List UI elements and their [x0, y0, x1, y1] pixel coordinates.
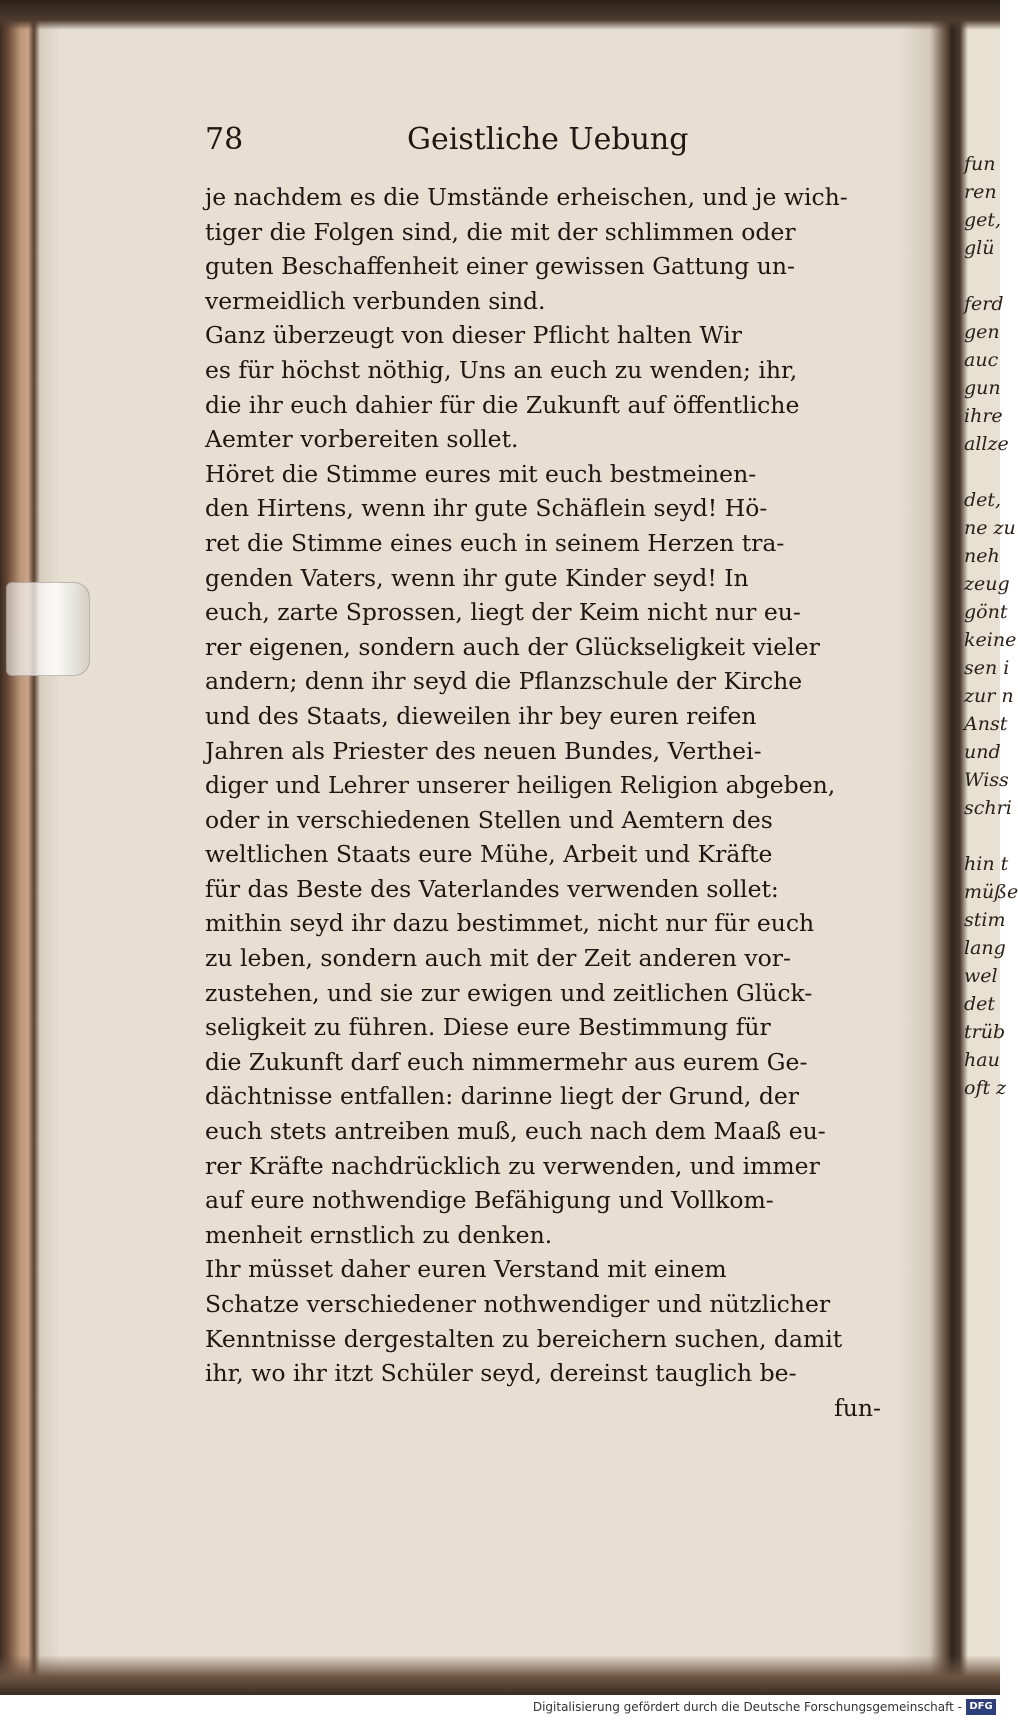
text-line: weltlichen Staats eure Mühe, Arbeit und Kräfte — [205, 840, 773, 869]
text-line: tiger die Folgen sind, die mit der schlimmen oder — [205, 217, 796, 246]
facing-page-edge — [964, 150, 1018, 1102]
facing-page-fragment: get, — [964, 209, 1002, 231]
page-78 — [205, 120, 881, 1425]
facing-page-fragment: ihre — [964, 405, 1003, 427]
footer-bar — [0, 1695, 1000, 1723]
text-line: euch, zarte Sprossen, liegt der Keim nicht nur eu- — [205, 598, 801, 627]
facing-page-fragment: Anst — [964, 713, 1008, 735]
facing-page-fragment: fun — [964, 153, 996, 175]
text-line: je nachdem es die Umstände erheischen, und je wich- — [205, 183, 848, 211]
text-line: Aemter vorbereiten sollet. — [205, 425, 519, 454]
running-head: Geistliche Uebung — [407, 122, 689, 157]
text-line: auf eure nothwendige Befähigung und Vollkom- — [205, 1186, 774, 1215]
facing-page-fragment: ferd — [964, 293, 1004, 315]
facing-page-fragment: müße — [964, 881, 1018, 903]
facing-page-fragment: und — [964, 741, 1001, 763]
facing-page-fragment: lang — [964, 937, 1006, 959]
text-line: ihr, wo ihr itzt Schüler seyd, dereinst tauglich be- — [205, 1359, 797, 1388]
dfg-logo: DFG — [966, 1699, 996, 1715]
facing-page-fragment: zeug — [964, 573, 1010, 595]
text-line: seligkeit zu führen. Diese eure Bestimmung für — [205, 1013, 771, 1042]
text-line: Höret die Stimme eures mit euch bestmeinen- — [205, 459, 757, 488]
facing-page-fragment: auc — [964, 349, 999, 371]
facing-page-fragment: ne zu — [964, 517, 1016, 539]
text-line: die Zukunft darf euch nimmermehr aus eurem Ge- — [205, 1047, 808, 1076]
facing-page-fragment: gun — [964, 377, 1001, 399]
text-line: die ihr euch dahier für die Zukunft auf öffentliche — [205, 390, 800, 419]
facing-page-fragment: ren — [964, 181, 997, 203]
text-line: ret die Stimme eines euch in seinem Herzen tra- — [205, 528, 785, 557]
facing-page-fragment: zur n — [964, 685, 1014, 707]
text-line: oder in verschiedenen Stellen und Aemtern des — [205, 805, 773, 834]
facing-page-fragment: det, — [964, 489, 1002, 511]
text-line: rer eigenen, sondern auch der Glückseligkeit vieler — [205, 632, 820, 661]
text-line: Jahren als Priester des neuen Bundes, Verthei- — [205, 736, 762, 765]
facing-page-fragment: glü — [964, 237, 995, 259]
text-line: mithin seyd ihr dazu bestimmet, nicht nur für euch — [205, 909, 815, 938]
text-line: Kenntnisse dergestalten zu bereichern suchen, damit — [205, 1324, 843, 1353]
text-line: Ganz überzeugt von dieser Pflicht halten Wir — [205, 321, 742, 350]
text-line: für das Beste des Vaterlandes verwenden sollet: — [205, 874, 779, 903]
text-line: diger und Lehrer unserer heiligen Religion abgeben, — [205, 771, 836, 800]
page-number: 78 — [205, 122, 244, 157]
text-line: rer Kräfte nachdrücklich zu verwenden, und immer — [205, 1151, 820, 1180]
facing-page-fragment: gönt — [964, 601, 1008, 623]
text-line: menheit ernstlich zu denken. — [205, 1220, 553, 1249]
text-line: es für höchst nöthig, Uns an euch zu wenden; ihr, — [205, 355, 798, 384]
page-clip — [6, 582, 90, 676]
facing-page-fragment: allze — [964, 433, 1009, 455]
text-line: den Hirtens, wenn ihr gute Schäflein seyd! Hö- — [205, 494, 768, 523]
facing-page-fragment: schri — [964, 797, 1012, 819]
facing-page-fragment: hin t — [964, 853, 1009, 875]
facing-page-fragment: wel — [964, 965, 998, 987]
text-line: vermeidlich verbunden sind. — [205, 286, 546, 315]
digitization-credit: Digitalisierung gefördert durch die Deutsche Forschungsgemeinschaft - — [532, 1700, 962, 1714]
facing-page-fragment: neh — [964, 545, 1000, 567]
facing-page-fragment — [964, 262, 1004, 290]
text-line: euch stets antreiben muß, euch nach dem Maaß eu- — [205, 1117, 826, 1146]
facing-page-fragment: keine — [964, 629, 1017, 651]
text-line: Schatze verschiedener nothwendiger und nützlicher — [205, 1290, 831, 1318]
facing-page-fragment: stim — [964, 909, 1006, 931]
text-line: Ihr müsset daher euren Verstand mit einem — [205, 1255, 727, 1284]
facing-page-fragment: trüb — [964, 1021, 1006, 1043]
book-bottom-edge — [0, 1655, 1000, 1695]
text-line: und des Staats, dieweilen ihr bey euren reifen — [205, 701, 757, 730]
facing-page-fragment: oft z — [964, 1077, 1007, 1099]
facing-page-fragment: Wiss — [964, 769, 1009, 791]
text-line: zustehen, und sie zur ewigen und zeitlichen Glück- — [205, 978, 813, 1007]
page-header — [205, 120, 881, 172]
facing-page-fragment: sen i — [964, 657, 1010, 679]
facing-page-fragment: hau — [964, 1049, 1000, 1071]
text-line: genden Vaters, wenn ihr gute Kinder seyd! In — [205, 563, 749, 592]
book-top-edge — [0, 0, 1000, 30]
text-line: zu leben, sondern auch mit der Zeit anderen vor- — [205, 944, 791, 973]
facing-page-fragment: gen — [964, 321, 1000, 343]
facing-page-fragment — [964, 458, 1004, 486]
text-line: guten Beschaffenheit einer gewissen Gattung un- — [205, 252, 795, 281]
body-text — [205, 180, 881, 1391]
text-line: andern; denn ihr seyd die Pflanzschule der Kirche — [205, 667, 803, 696]
catchword: fun- — [834, 1393, 881, 1422]
facing-page-fragment — [964, 822, 1004, 850]
text-line: dächtnisse entfallen: darinne liegt der Grund, der — [205, 1082, 800, 1111]
facing-page-fragment: det — [964, 993, 996, 1015]
